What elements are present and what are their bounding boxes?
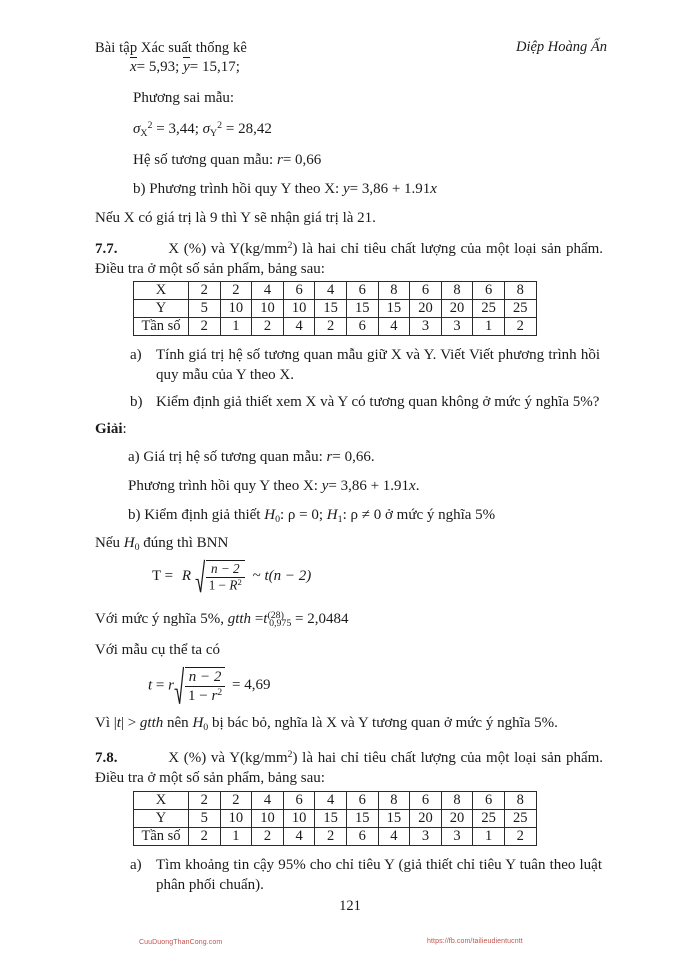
problem-78-unit-exponent: 2 xyxy=(287,749,293,760)
problem-77-unit-exponent: 2 xyxy=(287,240,293,251)
h1-symbol: $H_1$ xyxy=(326,507,343,525)
cell: 2 xyxy=(315,318,347,336)
cell: 6 xyxy=(473,792,505,810)
cell: 4 xyxy=(315,282,347,300)
conclusion-prefix: Vì xyxy=(95,715,110,731)
solution-a-line xyxy=(128,448,375,468)
square-root-icon xyxy=(195,560,245,593)
formula-T-lhs: T = xyxy=(152,567,174,584)
cell: 2 xyxy=(220,282,252,300)
formula-T-denominator: $1 - R^2$ xyxy=(206,577,245,593)
cell: 4 xyxy=(252,792,284,810)
cell: 6 xyxy=(473,282,505,300)
cell: 15 xyxy=(378,810,410,828)
header-left-title: Bài tập Xác suất thống kê xyxy=(95,40,247,56)
formula-t-r: r xyxy=(168,677,174,694)
r-value: = 0,66 xyxy=(282,152,322,168)
regression-rhs: = 3,86 + 1.91 xyxy=(349,181,431,197)
header-right-author: Diệp Hoàng Ấn xyxy=(515,39,607,55)
formula-t-numerator: n − 2 xyxy=(188,669,222,685)
cell: 20 xyxy=(410,300,442,318)
problem-77-text-2: ) là hai chỉ tiêu chất lượng của một loại sản phẩm. Điều tra ở một số sản phẩm, bảng sau: xyxy=(95,241,604,278)
computed-statistic-formula xyxy=(148,667,270,705)
cell: 4 xyxy=(378,318,410,336)
table-row xyxy=(134,828,537,846)
cell: 1 xyxy=(473,828,505,846)
regression-lhs: y xyxy=(342,181,350,197)
problem-78-number: 7.8. xyxy=(95,750,118,767)
solution-word: Giải xyxy=(95,421,123,437)
item-a-text: Tính giá trị hệ số tương quan mẫu giữ X và Y. Viết Viết phương trình hồi quy mẫu của Y theo X. xyxy=(156,347,600,384)
correlation-coefficient-line xyxy=(133,151,321,171)
cell: 8 xyxy=(378,282,410,300)
cell: 6 xyxy=(346,318,378,336)
sample-variance-title: Phương sai mẫu: xyxy=(133,90,235,106)
x-bar-symbol: x xyxy=(130,58,137,78)
conclusion-tail: bị bác bỏ, nghĩa là X và Y tương quan ở mức ý nghĩa 5%. xyxy=(211,715,558,731)
cell: 15 xyxy=(315,300,347,318)
cell: 25 xyxy=(504,810,536,828)
solution-a-r-symbol: r xyxy=(326,449,333,465)
cell: 6 xyxy=(283,792,315,810)
cell: 6 xyxy=(346,282,378,300)
cell: 15 xyxy=(378,300,410,318)
row-label-y: Y xyxy=(134,300,189,318)
sigma-x-squared-value: = 3,44; xyxy=(156,121,199,138)
solution-a-text: Giá trị hệ số tương quan mẫu: xyxy=(143,449,323,465)
regression-equation-item xyxy=(133,180,437,200)
h0-statement: : ρ = 0; xyxy=(280,507,324,523)
y-bar-value: = 15,17; xyxy=(189,59,240,75)
solution-a-regression-line xyxy=(128,477,419,497)
solution-label xyxy=(95,420,127,440)
problem-78-item-a xyxy=(130,855,602,896)
cell: 3 xyxy=(441,318,473,336)
if-h0-true-line xyxy=(95,534,228,554)
h1-statement: : ρ ≠ 0 xyxy=(342,507,382,523)
solution-a-regression-period: . xyxy=(415,478,420,494)
item-mark-a: a) xyxy=(130,347,142,363)
cell: 2 xyxy=(220,792,252,810)
cell: 25 xyxy=(504,300,536,318)
sample-variance-values xyxy=(133,119,272,140)
cell: 8 xyxy=(504,792,536,810)
cell: 15 xyxy=(346,300,378,318)
watermark-left: CuuDuongThanCong.com xyxy=(139,939,223,946)
conclusion-line xyxy=(95,714,558,734)
square-root-icon xyxy=(174,667,225,705)
cell: 10 xyxy=(252,810,284,828)
formula-t-fraction xyxy=(185,669,225,705)
cell: 6 xyxy=(410,792,442,810)
solution-a-regression-lhs: y xyxy=(321,478,329,494)
cell: 3 xyxy=(410,828,442,846)
cell: 2 xyxy=(252,828,284,846)
solution-b-line xyxy=(128,506,495,526)
cell: 10 xyxy=(252,300,284,318)
solution-b-text: Kiểm định giả thiết xyxy=(144,507,261,523)
cell: 2 xyxy=(189,792,221,810)
critical-value-number: = 2,0484 xyxy=(295,611,349,628)
problem-78-text-2: ) là hai chỉ tiêu chất lượng của một loại sản phẩm. Điều tra ở một số sản phẩm, bảng sau: xyxy=(95,750,604,787)
row-label-x: X xyxy=(134,792,189,810)
cell: 10 xyxy=(283,300,315,318)
cell: 10 xyxy=(220,810,252,828)
cell: 2 xyxy=(315,828,347,846)
solution-b-tail: ở mức ý nghĩa 5% xyxy=(384,507,496,523)
cell: 5 xyxy=(189,810,221,828)
row-label-x: X xyxy=(134,282,189,300)
cell: 8 xyxy=(378,792,410,810)
formula-T-numerator: n − 2 xyxy=(210,561,240,576)
cell: 5 xyxy=(189,300,221,318)
cell: 10 xyxy=(220,300,252,318)
cell: 6 xyxy=(346,792,378,810)
formula-T-distribution: t(n − 2) xyxy=(264,567,312,584)
problem-77-statement xyxy=(95,239,603,279)
page-number: 121 xyxy=(339,898,361,914)
cell: 3 xyxy=(441,828,473,846)
cell: 6 xyxy=(283,282,315,300)
cell: 6 xyxy=(410,282,442,300)
cell: 4 xyxy=(378,828,410,846)
cell: 10 xyxy=(283,810,315,828)
formula-t-value: = 4,69 xyxy=(231,677,271,694)
y-bar-symbol: y xyxy=(183,58,190,78)
conclusion-gt: > xyxy=(127,715,140,731)
row-label-frequency: Tần số xyxy=(134,318,189,336)
prediction-sentence: Nếu X có giá trị là 9 thì Y sẽ nhận giá trị là 21. xyxy=(95,210,376,226)
cell: 20 xyxy=(441,810,473,828)
solution-a-mark: a) xyxy=(128,449,140,465)
cell: 20 xyxy=(441,300,473,318)
cell: 25 xyxy=(473,300,505,318)
watermark-right[interactable]: https://fb.com/tailieudientucntt xyxy=(427,938,523,945)
row-label-y: Y xyxy=(134,810,189,828)
h0-symbol: $H_0$ xyxy=(192,715,209,733)
critical-value-prefix: Với mức ý nghĩa 5%, xyxy=(95,611,224,628)
cell: 8 xyxy=(441,282,473,300)
cell: 4 xyxy=(283,828,315,846)
table-row xyxy=(134,300,537,318)
conclusion-mid: nên xyxy=(167,715,189,731)
table-row xyxy=(134,318,537,336)
cell: 1 xyxy=(473,318,505,336)
sigma-y-squared-symbol: $\sigma_Y^2$ xyxy=(202,120,223,139)
sample-means-line xyxy=(130,58,240,78)
table-row xyxy=(134,792,537,810)
cell: 4 xyxy=(252,282,284,300)
cell: 2 xyxy=(189,828,221,846)
concrete-sample-line: Với mẫu cụ thể ta có xyxy=(95,642,220,658)
r-symbol: r xyxy=(276,152,283,168)
table-row xyxy=(134,810,537,828)
problem-77-text-1: X (%) và Y(kg/mm xyxy=(168,241,288,258)
critical-value-line xyxy=(95,609,349,630)
problem-77-item-b xyxy=(130,392,605,412)
solution-a-r-value: = 0,66 xyxy=(332,449,371,465)
solution-a-regression-var: x xyxy=(409,478,416,494)
t-quantile-symbol: $t^{(28)}_{0,975}$ xyxy=(263,610,292,629)
formula-t-eq: = xyxy=(155,677,165,694)
solution-a-period: . xyxy=(370,449,375,465)
solution-a-regression-rhs: = 3,86 + 1.91 xyxy=(328,478,410,494)
problem-78-statement xyxy=(95,748,603,788)
abs-value-bars: |t| xyxy=(113,715,124,731)
cell: 2 xyxy=(189,318,221,336)
solution-a-regression-text: Phương trình hồi quy Y theo X: xyxy=(128,478,318,494)
cell: 20 xyxy=(410,810,442,828)
correlation-label: Hệ số tương quan mẫu: xyxy=(133,152,274,168)
problem-77-item-a xyxy=(130,345,600,386)
row-label-frequency: Tần số xyxy=(134,828,189,846)
cell: 1 xyxy=(220,828,252,846)
item-b-text: Kiểm định giả thiết xem X và Y có tương quan không ở mức ý nghĩa 5%? xyxy=(156,394,600,410)
solution-b-mark: b) xyxy=(128,507,141,523)
cell: 3 xyxy=(410,318,442,336)
item-mark-b: b) xyxy=(133,181,146,197)
problem-78-text-1: X (%) và Y(kg/mm xyxy=(168,750,288,767)
item-mark-b: b) xyxy=(130,394,143,410)
cell: 6 xyxy=(346,828,378,846)
formula-T-fraction xyxy=(206,562,245,593)
item-a-text: Tìm khoảng tin cậy 95% cho chỉ tiêu Y (giả thiết chỉ tiêu Y tuân theo luật phân phối chuẩn). xyxy=(156,857,602,894)
cell: 8 xyxy=(504,282,536,300)
formula-T-tilde: ~ xyxy=(252,567,261,584)
cell: 2 xyxy=(189,282,221,300)
h0-symbol: $H_0$ xyxy=(123,535,140,553)
regression-var: x xyxy=(430,181,437,197)
cell: 2 xyxy=(504,828,536,846)
gtth-symbol: gtth xyxy=(227,611,252,628)
cell: 15 xyxy=(315,810,347,828)
if-h0-suffix: đúng thì BNN xyxy=(143,535,229,551)
formula-t-lhs: t xyxy=(148,677,153,694)
table-row xyxy=(134,282,537,300)
cell: 4 xyxy=(315,792,347,810)
conclusion-gtth: gtth xyxy=(139,715,164,731)
problem-78-data-table xyxy=(133,791,537,846)
cell: 4 xyxy=(283,318,315,336)
x-bar-value: = 5,93; xyxy=(136,59,180,75)
test-statistic-formula xyxy=(152,560,311,593)
formula-t-denominator: $1 - r^2$ xyxy=(185,686,225,705)
cell: 15 xyxy=(346,810,378,828)
problem-77-data-table xyxy=(133,281,537,336)
formula-T-R: R xyxy=(181,567,192,584)
cell: 25 xyxy=(473,810,505,828)
sigma-x-squared-symbol: $\sigma_X^2$ xyxy=(133,120,153,139)
cell: 1 xyxy=(220,318,252,336)
if-h0-prefix: Nếu xyxy=(95,535,120,551)
regression-label: Phương trình hồi quy Y theo X: xyxy=(149,181,340,197)
solution-colon: : xyxy=(122,421,127,437)
sigma-y-squared-value: = 28,42 xyxy=(225,121,272,138)
problem-77-number: 7.7. xyxy=(95,241,118,258)
item-mark-a: a) xyxy=(130,857,142,873)
critical-eq: = xyxy=(254,611,264,628)
cell: 2 xyxy=(252,318,284,336)
h0-symbol: $H_0$ xyxy=(264,507,281,525)
cell: 8 xyxy=(441,792,473,810)
cell: 2 xyxy=(504,318,536,336)
